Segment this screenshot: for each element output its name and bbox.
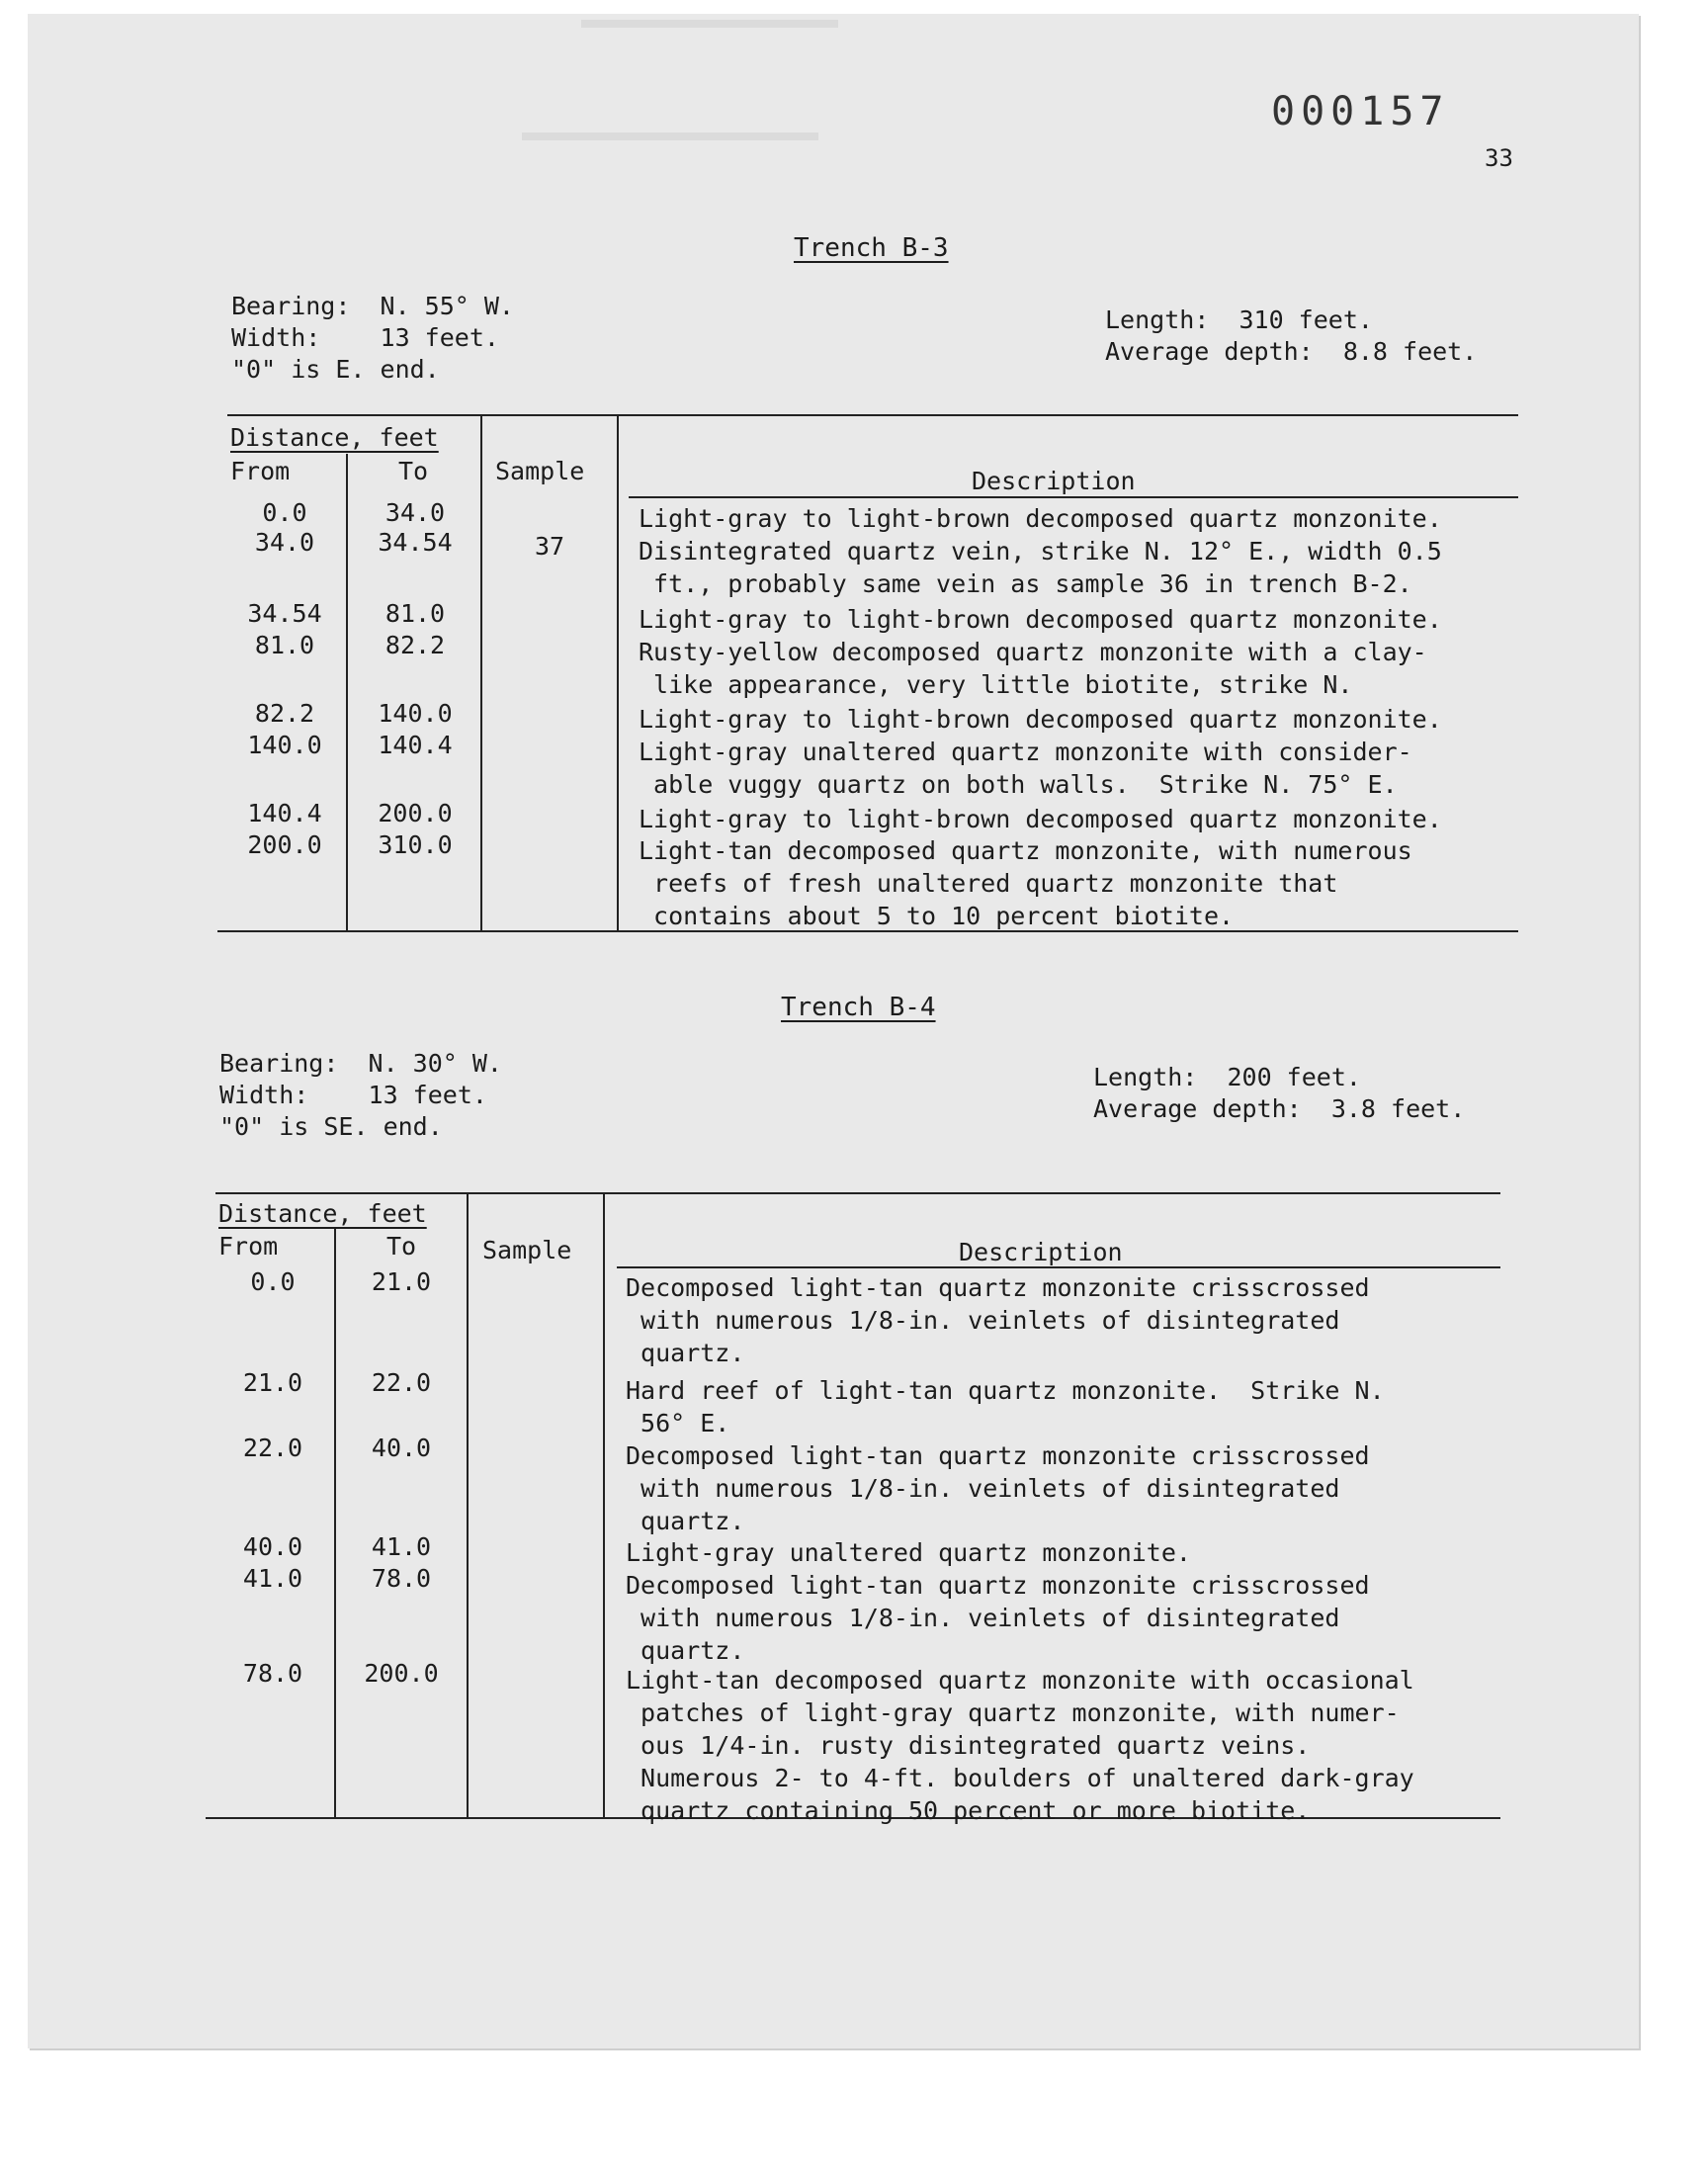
from-cell: 78.0 bbox=[242, 1659, 303, 1688]
description-cell: Decomposed light-tan quartz monzonite crisscrossed with numerous 1/8-in. veinlets of disintegrated quartz. bbox=[626, 1571, 1370, 1665]
header-description: Description bbox=[972, 467, 1136, 495]
header-from: From bbox=[218, 1232, 279, 1261]
from-cell: 34.0 bbox=[254, 528, 315, 557]
header-to: To bbox=[398, 457, 429, 485]
to-cell: 41.0 bbox=[371, 1532, 432, 1561]
from-cell: 0.0 bbox=[262, 498, 307, 527]
bleed-through-mark bbox=[581, 20, 838, 28]
to-cell: 200.0 bbox=[378, 799, 453, 827]
col-divider-to-sample bbox=[467, 1192, 469, 1817]
description-header-rule bbox=[617, 1266, 1500, 1268]
description-cell: Rusty-yellow decomposed quartz monzonite with a clay- like appearance, very little biotite, strike N. bbox=[639, 638, 1427, 699]
description-cell: Disintegrated quartz vein, strike N. 12° E., width 0.5 ft., probably same vein as sample 36 in trench B-2. bbox=[639, 537, 1442, 598]
width-line: Width: 13 feet. bbox=[219, 1081, 487, 1109]
header-distance: Distance, feet bbox=[230, 423, 439, 452]
page-number: 33 bbox=[1485, 144, 1513, 172]
document-number-stamp: 000157 bbox=[1271, 89, 1450, 134]
header-from: From bbox=[230, 457, 291, 485]
description-header-rule bbox=[629, 496, 1518, 498]
header-sample: Sample bbox=[495, 457, 585, 485]
from-cell: 140.0 bbox=[247, 731, 322, 759]
header-to: To bbox=[386, 1232, 417, 1261]
from-cell: 140.4 bbox=[247, 799, 322, 827]
from-cell: 0.0 bbox=[250, 1267, 296, 1296]
to-cell: 140.0 bbox=[378, 699, 453, 728]
col-divider-sample-description bbox=[617, 414, 619, 930]
document-page bbox=[28, 14, 1639, 2048]
description-cell: Light-tan decomposed quartz monzonite with occasional patches of light-gray quartz monzonite, with numer- ous 1/4-in. rusty disintegrated quartz veins. Numerous 2- to 4-ft. boulders of unaltered dark-gray quartz containing 50 percent or more biotite. bbox=[626, 1666, 1414, 1825]
col-divider-from-to bbox=[346, 454, 348, 930]
header-distance: Distance, feet bbox=[218, 1199, 427, 1228]
description-cell: Light-gray unaltered quartz monzonite. bbox=[626, 1538, 1191, 1567]
description-cell: Decomposed light-tan quartz monzonite crisscrossed with numerous 1/8-in. veinlets of disintegrated quartz. bbox=[626, 1441, 1370, 1535]
from-cell: 82.2 bbox=[254, 699, 315, 728]
to-cell: 21.0 bbox=[371, 1267, 432, 1296]
length-line: Length: 200 feet. bbox=[1093, 1063, 1361, 1091]
description-cell: Hard reef of light-tan quartz monzonite. Strike N. 56° E. bbox=[626, 1376, 1385, 1437]
to-cell: 22.0 bbox=[371, 1368, 432, 1397]
col-divider-to-sample bbox=[480, 414, 482, 930]
description-cell: Light-gray to light-brown decomposed quartz monzonite. bbox=[639, 805, 1442, 833]
header-description: Description bbox=[959, 1238, 1123, 1266]
to-cell: 34.0 bbox=[384, 498, 446, 527]
from-cell: 22.0 bbox=[242, 1434, 303, 1462]
to-cell: 34.54 bbox=[378, 528, 453, 557]
to-cell: 81.0 bbox=[384, 599, 446, 628]
to-cell: 140.4 bbox=[378, 731, 453, 759]
description-cell: Light-gray to light-brown decomposed quartz monzonite. bbox=[639, 504, 1442, 533]
width-line: Width: 13 feet. bbox=[231, 323, 499, 352]
to-cell: 78.0 bbox=[371, 1564, 432, 1593]
from-cell: 41.0 bbox=[242, 1564, 303, 1593]
bearing-line: Bearing: N. 30° W. bbox=[219, 1049, 502, 1078]
description-cell: Light-gray unaltered quartz monzonite with consider- able vuggy quartz on both walls. Strike N. 75° E. bbox=[639, 738, 1412, 799]
description-cell: Light-gray to light-brown decomposed quartz monzonite. bbox=[639, 705, 1442, 734]
col-divider-from-to bbox=[334, 1228, 336, 1817]
table-top-rule bbox=[215, 1192, 1500, 1194]
to-cell: 200.0 bbox=[364, 1659, 439, 1688]
from-cell: 21.0 bbox=[242, 1368, 303, 1397]
to-cell: 310.0 bbox=[378, 830, 453, 859]
from-cell: 200.0 bbox=[247, 830, 322, 859]
to-cell: 82.2 bbox=[384, 631, 446, 659]
average-depth-line: Average depth: 3.8 feet. bbox=[1093, 1094, 1466, 1123]
section-title: Trench B-3 bbox=[794, 233, 949, 263]
description-cell: Light-tan decomposed quartz monzonite, with numerous reefs of fresh unaltered quartz monzonite that contains about 5 to 10 percent biotite. bbox=[639, 836, 1412, 930]
from-cell: 81.0 bbox=[254, 631, 315, 659]
description-cell: Decomposed light-tan quartz monzonite crisscrossed with numerous 1/8-in. veinlets of disintegrated quartz. bbox=[626, 1273, 1370, 1367]
table-top-rule bbox=[227, 414, 1518, 416]
origin-line: "0" is E. end. bbox=[231, 355, 440, 384]
bearing-line: Bearing: N. 55° W. bbox=[231, 292, 514, 320]
sample-cell: 37 bbox=[534, 532, 565, 561]
bleed-through-mark bbox=[522, 132, 818, 140]
description-cell: Light-gray to light-brown decomposed quartz monzonite. bbox=[639, 605, 1442, 634]
from-cell: 34.54 bbox=[247, 599, 322, 628]
origin-line: "0" is SE. end. bbox=[219, 1112, 443, 1141]
length-line: Length: 310 feet. bbox=[1105, 305, 1373, 334]
header-sample: Sample bbox=[482, 1236, 572, 1264]
from-cell: 40.0 bbox=[242, 1532, 303, 1561]
to-cell: 40.0 bbox=[371, 1434, 432, 1462]
section-title: Trench B-4 bbox=[781, 993, 936, 1022]
col-divider-sample-description bbox=[603, 1192, 605, 1817]
average-depth-line: Average depth: 8.8 feet. bbox=[1105, 337, 1478, 366]
